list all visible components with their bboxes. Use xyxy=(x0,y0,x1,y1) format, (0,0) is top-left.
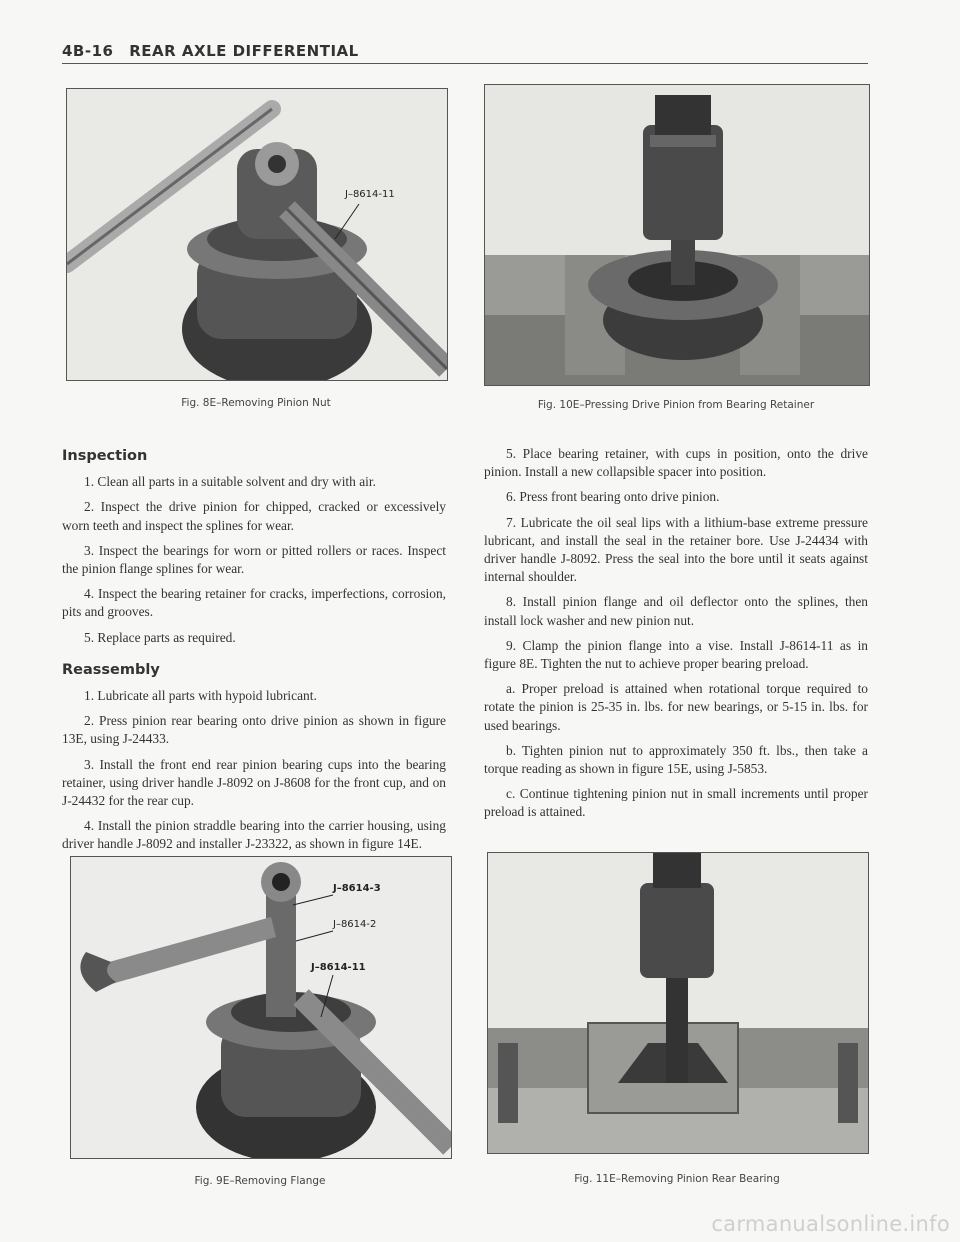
figure-10e-caption: Fig. 10E–Pressing Drive Pinion from Bearing Retainer xyxy=(537,399,815,411)
figure-10e-image xyxy=(484,84,870,386)
reassembly-step-9a: a. Proper preload is attained when rotational torque required to rotate the pinion is 25-35 in. lbs. for new bearings, or 5-15 in. lbs. for used bearings. xyxy=(484,681,868,733)
callout-j8614-2: J–8614-2 xyxy=(333,919,377,930)
right-column-text xyxy=(484,445,868,829)
callout-j8614-11: J–8614-11 xyxy=(311,962,366,973)
reassembly-heading: Reassembly xyxy=(62,661,160,678)
reassembly-step-2: 2. Press pinion rear bearing onto drive pinion as shown in figure 13E, using J-24433. xyxy=(62,713,446,747)
callout-j8614-11: J–8614-11 xyxy=(345,189,395,200)
left-column-text xyxy=(62,447,446,861)
reassembly-step-9b: b. Tighten pinion nut to approximately 350 ft. lbs., then take a torque reading as shown in figure 15E, using J-5853. xyxy=(484,742,868,777)
inspection-step-3: 3. Inspect the bearings for worn or pitted rollers or races. Inspect the pinion flange splines for wear. xyxy=(62,542,446,577)
figure-9e-image xyxy=(70,856,452,1159)
reassembly-step-5: 5. Place bearing retainer, with cups in position, onto the drive pinion. Install a new collapsible spacer into position. xyxy=(484,446,868,480)
reassembly-step-9c: c. Continue tightening pinion nut in small increments until proper preload is attained. xyxy=(484,786,868,820)
reassembly-step-8: 8. Install pinion flange and oil deflector onto the splines, then install lock washer and new pinion nut. xyxy=(484,594,868,628)
figure-8e-image xyxy=(66,88,448,381)
figure-11e-caption: Fig. 11E–Removing Pinion Rear Bearing xyxy=(574,1173,780,1185)
callout-j8614-3: J–8614-3 xyxy=(333,883,381,894)
reassembly-step-4: 4. Install the pinion straddle bearing into the carrier housing, using driver handle J-8092 and installer J-23322, as shown in figure 14E. xyxy=(62,818,446,852)
watermark: carmanualsonline.info xyxy=(711,1212,950,1236)
section-title: REAR AXLE DIFFERENTIAL xyxy=(129,42,359,60)
header-rule xyxy=(62,63,868,64)
inspection-step-2: 2. Inspect the drive pinion for chipped, cracked or excessively worn teeth and inspect the splines for wear. xyxy=(62,499,446,533)
inspection-heading: Inspection xyxy=(62,448,148,464)
page-header xyxy=(62,42,868,60)
reassembly-step-3: 3. Install the front end rear pinion bearing cups into the bearing retainer, using driver handle J-8092 on J-8608 for the front cup, and on J-24432 for the rear cup. xyxy=(62,756,446,809)
figure-11e-image xyxy=(487,852,869,1154)
reassembly-step-1: 1. Lubricate all parts with hypoid lubricant. xyxy=(84,688,317,704)
reassembly-step-7: 7. Lubricate the oil seal lips with a lithium-base extreme pressure lubricant, and install the seal in the retainer bore. Use J-24434 with driver handle J-8092. Press the seal into the bore until it seats against internal shoulder. xyxy=(484,514,868,585)
reassembly-step-9: 9. Clamp the pinion flange into a vise. Install J-8614-11 as in figure 8E. Tighten the nut to achieve proper bearing preload. xyxy=(484,637,868,672)
reassembly-step-6: 6. Press front bearing onto drive pinion. xyxy=(506,489,720,505)
inspection-step-5: 5. Replace parts as required. xyxy=(84,629,236,645)
inspection-step-1: 1. Clean all parts in a suitable solvent and dry with air. xyxy=(84,474,376,490)
figure-9e-caption: Fig. 9E–Removing Flange xyxy=(194,1175,326,1187)
page-number: 4B-16 xyxy=(62,42,114,60)
inspection-step-4: 4. Inspect the bearing retainer for cracks, imperfections, corrosion, pits and grooves. xyxy=(62,586,446,620)
figure-8e-caption: Fig. 8E–Removing Pinion Nut xyxy=(181,397,331,409)
